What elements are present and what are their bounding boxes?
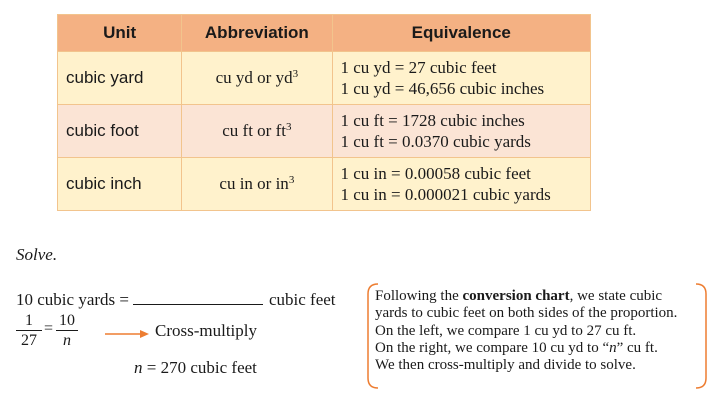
abbreviation-exponent: 3 (285, 121, 292, 133)
solution-result (134, 358, 257, 378)
note-line (375, 288, 705, 305)
unit-cell: cubic yard (58, 52, 182, 105)
abbreviation-cell (182, 158, 332, 211)
right-fraction (56, 311, 78, 351)
solve-heading: Solve. (16, 245, 58, 264)
equivalence-line: 1 cu in = 0.000021 cubic yards (340, 185, 551, 204)
result-variable: n (134, 358, 143, 377)
left-fraction (16, 311, 42, 351)
problem-left-text: 10 cubic yards = (16, 290, 129, 309)
note-variable: n (609, 339, 617, 356)
abbreviation-text: cu yd or yd (215, 68, 293, 87)
problem-right-text: cubic feet (268, 290, 336, 309)
abbreviation-text: cu ft or ft (222, 121, 286, 140)
right-numerator: 10 (56, 311, 78, 331)
equivalence-cell (332, 105, 591, 158)
abbreviation-exponent: 3 (288, 174, 295, 186)
equivalence-line: 1 cu ft = 1728 cubic inches (340, 111, 525, 130)
note-text: On the right, we compare 10 cu yd to “ (375, 339, 610, 356)
abbreviation-text: cu in or in (219, 174, 289, 193)
table-row (58, 105, 591, 158)
table-row (58, 52, 591, 105)
right-denominator: n (63, 332, 71, 349)
equivalence-line: 1 cu in = 0.00058 cubic feet (340, 164, 531, 183)
equivalence-cell (332, 158, 591, 211)
equivalence-line: 1 cu ft = 0.0370 cubic yards (340, 132, 531, 151)
result-text: = 270 cubic feet (142, 358, 257, 377)
arrow-right-icon (104, 328, 150, 340)
abbreviation-cell (182, 105, 332, 158)
note-line: We then cross-multiply and divide to solve. (375, 357, 636, 374)
note-line: yards to cubic feet on both sides of the proportion. (375, 305, 678, 322)
problem-statement (16, 290, 336, 310)
note-text: , we state cubic (569, 288, 663, 304)
table-header-row (58, 15, 591, 52)
note-line: On the left, we compare 1 cu yd to 27 cu ft. (375, 322, 637, 339)
note-line (375, 340, 705, 357)
header-abbreviation: Abbreviation (182, 15, 332, 52)
abbreviation-exponent: 3 (292, 68, 299, 80)
table-row (58, 158, 591, 211)
equivalence-line: 1 cu yd = 46,656 cubic inches (340, 79, 545, 98)
explanation-note (375, 288, 705, 374)
abbreviation-cell (182, 52, 332, 105)
answer-blank (133, 290, 263, 305)
cross-multiply-label: Cross-multiply (155, 321, 258, 340)
proportion-equals: = (44, 320, 54, 337)
unit-cell: cubic inch (58, 158, 182, 211)
equivalence-line: 1 cu yd = 27 cubic feet (340, 58, 497, 77)
header-equivalence: Equivalence (332, 15, 591, 52)
note-text: ” cu ft. (616, 339, 658, 356)
left-numerator: 1 (16, 311, 42, 331)
equivalence-cell (332, 52, 591, 105)
left-denominator: 27 (21, 332, 37, 349)
unit-cell: cubic foot (58, 105, 182, 158)
note-text: Following the (375, 288, 463, 304)
note-emphasis: conversion chart (462, 288, 570, 304)
conversion-table (57, 14, 591, 211)
header-unit: Unit (58, 15, 182, 52)
